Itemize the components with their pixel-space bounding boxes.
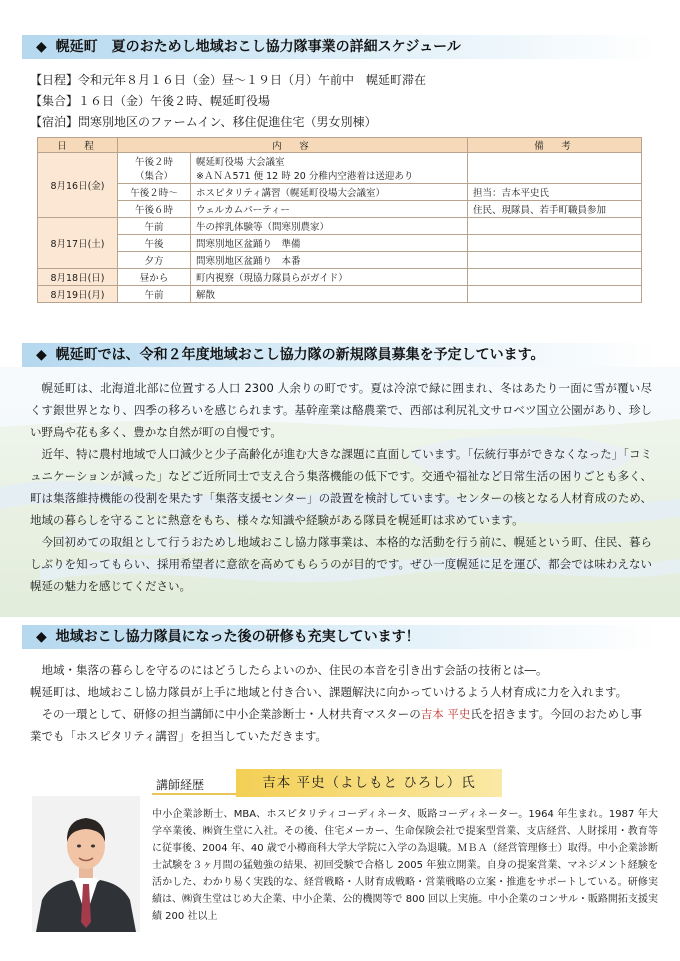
note-cell: 担当：吉本平史氏	[468, 184, 642, 201]
date-cell: 8月17日(土)	[38, 218, 118, 269]
table-row	[38, 269, 642, 286]
table-row	[38, 218, 642, 235]
time-cell: 午後２時 （集合）	[118, 153, 191, 184]
content-cell: 問寒別地区盆踊り 本番	[191, 252, 468, 269]
lecturer-name-highlight: 吉本 平史	[420, 707, 471, 721]
date-cell: 8月19日(月)	[38, 286, 118, 303]
paragraph: 今回初めての取組として行うおためし地域おこし協力隊事業は、本格的な活動を行う前に、幌延という町、住民、暮らしぶりを知ってもらい、採用希望者に意欲を高めてもらうのが目的です。ぜひ一度幌延に足を運び、都会では味わえない幌延の魅力を感じてください。	[30, 535, 652, 593]
content-cell: 町内視察（現協力隊員らがガイド）	[191, 269, 468, 286]
header-content: 内 容	[118, 138, 468, 153]
table-row	[38, 286, 642, 303]
text-span: 氏を招きます。今回のおためし事業でも「ホスピタリティ講習」を担当していただきます。	[30, 707, 643, 743]
content-cell: ホスピタリティ講習（幌延町役場大会議室）	[191, 184, 468, 201]
note-cell: 住民、現隊員、若手町職員参加	[468, 201, 642, 218]
date-cell: 8月16日(金)	[38, 153, 118, 218]
lecturer-bio: 中小企業診断士、MBA、ホスピタリティコーディネータ、販路コーディネーター。1964 年生まれ。1987 年大学卒業後、㈱資生堂に入社。その後、住宅メーカー、生命保険会社で提案型営業、支店経営、人財採用・教育等に従事後、2004 年、40 歳で小樽商科大学大学院に入学の為退職。ＭＢＡ（経営管理修士）取得。中小企業診断士試験を３ヶ月間の猛勉強の結果、初回受験で合格し 2005 年独立開業。自身の提案営業、マネジメント経験を活かした、わかり易く実践的な、経営戦略・人財育成戦略・営業戦略の立案・推進をサポートしている。研修実績は、㈱資生堂はじめ大企業、中小企業、公的機関等で 800 回以上実施。中小企業のコンサル・販路開拓支援実績 200 社以上	[152, 809, 658, 922]
lecturer-label: 講師経歴	[152, 775, 236, 795]
note-cell	[468, 269, 642, 286]
paragraph: 近年、特に農村地域で人口減少と少子高齢化が進む大きな課題に直面しています。「伝統行事ができなくなった」「コミュニケーションが減った」などご近所同士で支え合う集落機能の低下です。交通や福祉など日常生活の困りごとも多く、町は集落維持機能の役割を果たす「集落支援センター」の設置を検討しています。センターの核となる人材育成のため、地域の暮らしを守ることに熱意をもち、様々な知識や経験がある隊員を幌延町は求めています。	[30, 447, 652, 527]
table-row	[38, 153, 642, 184]
table-row	[38, 201, 642, 218]
header-notes: 備 考	[468, 138, 642, 153]
schedule-table	[37, 137, 642, 303]
section-banner-schedule	[22, 35, 658, 59]
time-cell: 夕方	[118, 252, 191, 269]
portrait-image	[32, 796, 140, 932]
info-lodging: 【宿泊】問寒別地区のファームイン、移住促進住宅（男女別棟）	[30, 115, 377, 129]
content-cell: 解散	[191, 286, 468, 303]
note-cell	[468, 153, 642, 184]
content-cell: 牛の搾乳体験等（問寒別農家）	[191, 218, 468, 235]
note-cell	[468, 218, 642, 235]
table-row	[38, 235, 642, 252]
section-title: 地域おこし協力隊員になった後の研修も充実しています！	[55, 629, 420, 645]
text-span: その一環として、研修の担当講師に中小企業診断士・人材共育マスターの	[41, 707, 421, 721]
time-cell: 午後６時	[118, 201, 191, 218]
info-schedule: 【日程】令和元年８月１６日（金）昼～１９日（月）午前中 幌延町滞在	[30, 73, 427, 87]
event-info	[30, 70, 650, 133]
section-title: 幌延町では、令和２年度地域おこし協力隊の新規隊員募集を予定しています。	[55, 347, 545, 363]
section-banner-recruitment	[22, 343, 658, 367]
paragraph	[30, 703, 652, 747]
content-cell: 問寒別地区盆踊り 準備	[191, 235, 468, 252]
note-cell	[468, 252, 642, 269]
header-date: 日 程	[38, 138, 118, 153]
time-cell: 午後２時～	[118, 184, 191, 201]
recruitment-section	[0, 367, 680, 617]
lecturer-name: 吉本 平史（よしもと ひろし）氏	[236, 769, 502, 797]
diamond-icon: ◆	[36, 629, 47, 645]
info-meeting: 【集合】１６日（金）午後２時、幌延町役場	[30, 94, 271, 108]
time-cell: 午前	[118, 286, 191, 303]
content-cell: ウェルカムパーティー	[191, 201, 468, 218]
section-banner-training	[22, 625, 658, 649]
paragraph: 地域・集落の暮らしを守るのにはどうしたらよいのか、住民の本音を引き出す会話の技術とは―。	[41, 663, 548, 677]
time-cell: 午後	[118, 235, 191, 252]
date-cell: 8月18日(日)	[38, 269, 118, 286]
training-text	[30, 659, 652, 747]
diamond-icon: ◆	[36, 39, 47, 55]
table-header-row	[38, 138, 642, 153]
lecturer-photo	[32, 796, 140, 932]
diamond-icon: ◆	[36, 347, 47, 363]
time-cell: 午前	[118, 218, 191, 235]
note-cell	[468, 286, 642, 303]
table-row	[38, 184, 642, 201]
time-cell: 昼から	[118, 269, 191, 286]
content-cell: 幌延町役場 大会議室 ※ＡＮＡ571 便 12 時 20 分稚内空港着は送迎あり	[191, 153, 468, 184]
note-cell	[468, 235, 642, 252]
table-row	[38, 252, 642, 269]
paragraph: 幌延町は、地域おこし協力隊員が上手に地域と付き合い、課題解決に向かっていけるよう人材育成に力を入れます。	[30, 685, 628, 699]
recruitment-text	[30, 377, 652, 597]
paragraph: 幌延町は、北海道北部に位置する人口 2300 人余りの町です。夏は冷涼で緑に囲まれ、冬はあたり一面に雪が覆い尽くす銀世界となり、四季の移ろいを感じられます。基幹産業は酪農業で、西部は利尻礼文サロベツ国立公園があり、珍しい野鳥や花も多く、豊かな自然が町の自慢です。	[30, 381, 652, 439]
section-title: 幌延町 夏のおためし地域おこし協力隊事業の詳細スケジュール	[55, 39, 461, 55]
